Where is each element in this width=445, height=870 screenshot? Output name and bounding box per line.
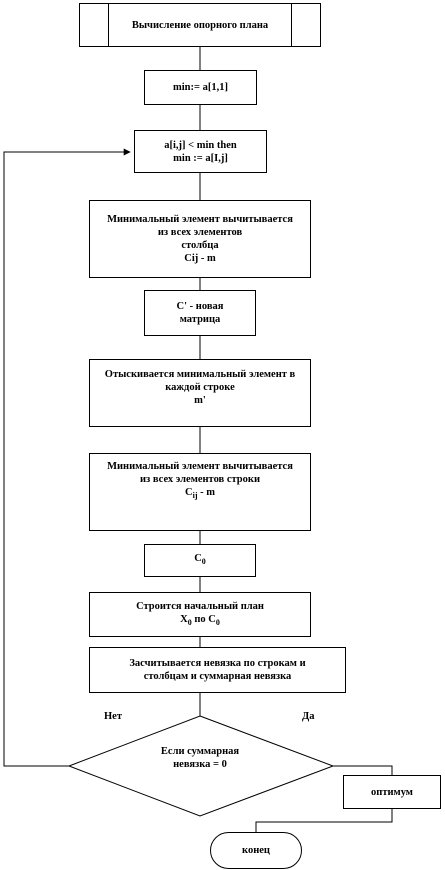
row-subtract-line-2: из всех элементов строки: [139, 474, 260, 485]
process-initial-plan: [89, 592, 311, 637]
decision-label: [130, 745, 270, 771]
branch-no-label: Нет: [104, 711, 122, 722]
process-new-matrix: [144, 290, 256, 336]
decision-line-2: невязка = 0: [173, 759, 227, 770]
new-matrix-line-2: матрица: [179, 314, 221, 325]
process-column-subtract: [89, 200, 311, 278]
optimum-label: оптимум: [371, 786, 413, 798]
process-row-subtract: [89, 453, 311, 531]
initial-plan-line-1: Строится начальный план: [136, 600, 264, 612]
process-compare-min: [134, 130, 267, 173]
initial-plan-line-2: $X_0$ по $C_0$: [180, 613, 220, 628]
row-subtract-line-1: Минимальный элемент вычитывается: [107, 461, 293, 472]
compare-line-2: min := a[I,j]: [173, 152, 228, 164]
residual-line-1: Засчитывается невязка по строкам и: [129, 658, 306, 669]
yes-branch-line: [333, 766, 392, 775]
end-label: конец: [242, 845, 270, 856]
row-min-line-2: каждой строке: [165, 382, 235, 393]
compare-line-1: a[i,j] < min then: [164, 139, 237, 151]
column-subtract-line-3: столбца: [181, 240, 219, 251]
process-row-min: [89, 359, 311, 427]
process-init-min: [144, 70, 257, 105]
row-min-line-1: Отыскивается минимальный элемент в: [104, 369, 296, 380]
decision-line-1: Если суммарная: [160, 746, 240, 757]
process-reference-plan: [79, 3, 321, 47]
column-subtract-line-4: Cij - m: [184, 253, 216, 264]
residual-line-2: столбцам и суммарная невязка: [143, 671, 292, 682]
terminal-end: [210, 832, 302, 869]
c0-label: $C_0$: [194, 553, 206, 567]
row-min-line-3: m': [194, 395, 206, 406]
column-subtract-line-2: из всех элементов: [157, 227, 243, 238]
process-optimum: [343, 775, 441, 809]
process-c0: [144, 544, 256, 577]
process-init-min-label: min:= a[1,1]: [173, 82, 228, 93]
new-matrix-line-1: C' - новая: [176, 301, 224, 312]
column-subtract-line-1: Минимальный элемент вычитывается: [107, 214, 293, 225]
optimum-to-end-line: [256, 809, 392, 832]
branch-yes-label: Да: [302, 711, 315, 722]
process-reference-plan-label: Вычисление опорного плана: [131, 19, 269, 31]
process-residual: [89, 647, 346, 693]
row-subtract-line-3: $C_{ij}$ - m: [185, 487, 215, 501]
